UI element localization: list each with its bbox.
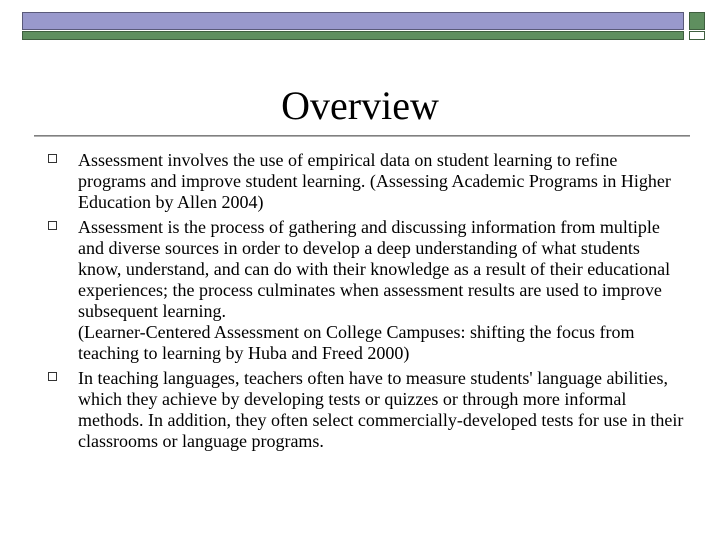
- slide-title: Overview: [281, 83, 439, 128]
- header-corner-square-green: [689, 12, 705, 30]
- bullet-item: [44, 368, 684, 452]
- hollow-square-bullet-icon: [48, 154, 57, 163]
- header-corner-square-white: [689, 31, 705, 40]
- bullet-item: [44, 217, 684, 364]
- header-bar-blue: [22, 12, 684, 30]
- hollow-square-bullet-icon: [48, 221, 57, 230]
- bullet-item: [44, 150, 684, 213]
- hollow-square-bullet-icon: [48, 372, 57, 381]
- header-bar-green: [22, 31, 684, 40]
- bullet-text: In teaching languages, teachers often have to measure students' language abilities, which they achieve by developing tests or quizzes or through more informal methods. In addition, they often select commercially-developed tests for use in their classrooms or language programs.: [78, 368, 684, 451]
- bullet-text: Assessment is the process of gathering and discussing information from multiple and diverse sources in order to develop a deep understanding of what students know, understand, and can do with their knowledge as a result of their educational experiences; the process culminates when assessment results are used to improve subsequent learning. (Learner-Centered Assessment on College Campuses: shifting the focus from teaching to learning by Huba and Freed 2000): [78, 217, 671, 363]
- title-divider: [34, 135, 690, 137]
- bullet-text: Assessment involves the use of empirical data on student learning to refine programs and improve student learning. (Assessing Academic Programs in Higher Education by Allen 2004): [78, 150, 671, 212]
- bullet-list: [44, 150, 684, 456]
